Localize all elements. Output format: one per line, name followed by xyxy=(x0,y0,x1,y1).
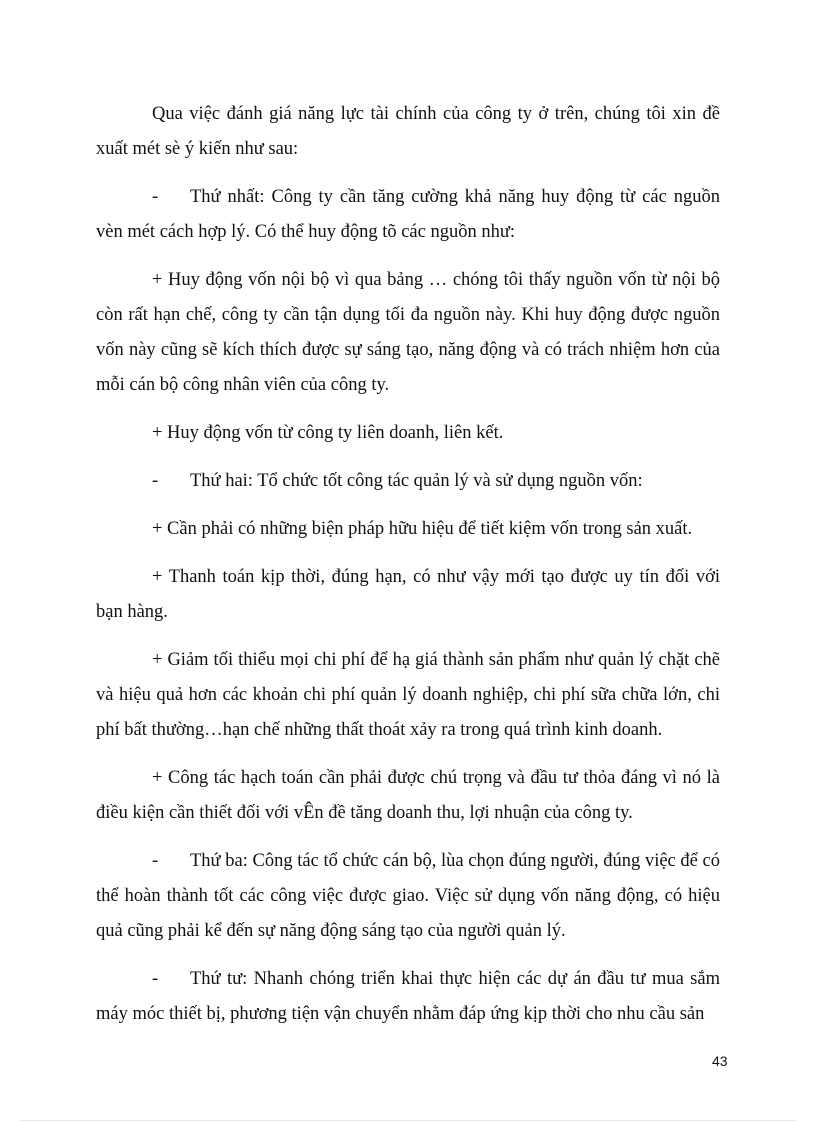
list-marker: - xyxy=(152,851,159,871)
list-marker: - xyxy=(152,187,159,207)
paragraph-9 xyxy=(96,761,720,831)
list-marker: - xyxy=(152,471,159,491)
page-number: 43 xyxy=(712,1053,728,1069)
paragraph-10 xyxy=(96,844,720,949)
paragraph-8 xyxy=(96,643,720,748)
paragraph-text: + Giảm tối thiểu mọi chi phí để hạ giá thành sản phẩm như quản lý chặt chẽ và hiệu quả hơn các khoản chi phí quản lý doanh nghiệp, chi phí sữa chữa lớn, chi phí bất thường…hạn chế những thất thoát xảy ra trong quá trình kinh doanh. xyxy=(96,650,720,740)
paragraph-2 xyxy=(96,180,720,250)
paragraph-6 xyxy=(96,512,720,547)
paragraph-11 xyxy=(96,962,720,1032)
paragraph-text: + Công tác hạch toán cần phải được chú trọng và đầu tư thỏa đáng vì nó là điều kiện cần thiết đối với vÊn đề tăng doanh thu, lợi nhuận của công ty. xyxy=(96,768,720,823)
paragraph-text: Thứ hai: Tổ chức tốt công tác quản lý và sử dụng nguồn vốn: xyxy=(190,471,643,491)
paragraph-text: Thứ ba: Công tác tổ chức cán bộ, lùa chọn đúng người, đúng việc để có thể hoàn thành tốt các công việc được giao. Việc sử dụng vốn năng động, có hiệu quả cũng phải kể đến sự năng động sáng tạo của người quản lý. xyxy=(96,851,720,941)
document-body xyxy=(96,97,720,1032)
paragraph-text: Qua việc đánh giá năng lực tài chính của công ty ở trên, chúng tôi xin đề xuất mét sè ý kiến như sau: xyxy=(96,104,720,159)
paragraph-4 xyxy=(96,416,720,451)
paragraph-text: Thứ nhất: Công ty cần tăng cường khả năng huy động từ các nguồn vèn mét cách hợp lý. Có thể huy động tõ các nguồn như: xyxy=(96,187,720,242)
paragraph-text: + Cần phải có những biện pháp hữu hiệu để tiết kiệm vốn trong sản xuất. xyxy=(152,519,693,539)
paragraph-1 xyxy=(96,97,720,167)
paragraph-5 xyxy=(96,464,720,499)
paragraph-3 xyxy=(96,263,720,403)
list-marker: - xyxy=(152,969,159,989)
page-divider xyxy=(20,1120,796,1121)
paragraph-text: + Huy động vốn nội bộ vì qua bảng … chóng tôi thấy nguồn vốn từ nội bộ còn rất hạn chế, công ty cần tận dụng tối đa nguồn này. Khi huy động được nguồn vốn này cũng sẽ kích thích được sự sáng tạo, năng động và có trách nhiệm hơn của mỗi cán bộ công nhân viên của công ty. xyxy=(96,270,720,395)
paragraph-7 xyxy=(96,560,720,630)
paragraph-text: + Huy động vốn từ công ty liên doanh, liên kết. xyxy=(152,423,504,443)
paragraph-text: Thứ tư: Nhanh chóng triển khai thực hiện các dự án đầu tư mua sắm máy móc thiết bị, phương tiện vận chuyển nhằm đáp ứng kịp thời cho nhu cầu sản xyxy=(96,969,720,1024)
paragraph-text: + Thanh toán kịp thời, đúng hạn, có như vậy mới tạo được uy tín đối với bạn hàng. xyxy=(96,567,720,622)
